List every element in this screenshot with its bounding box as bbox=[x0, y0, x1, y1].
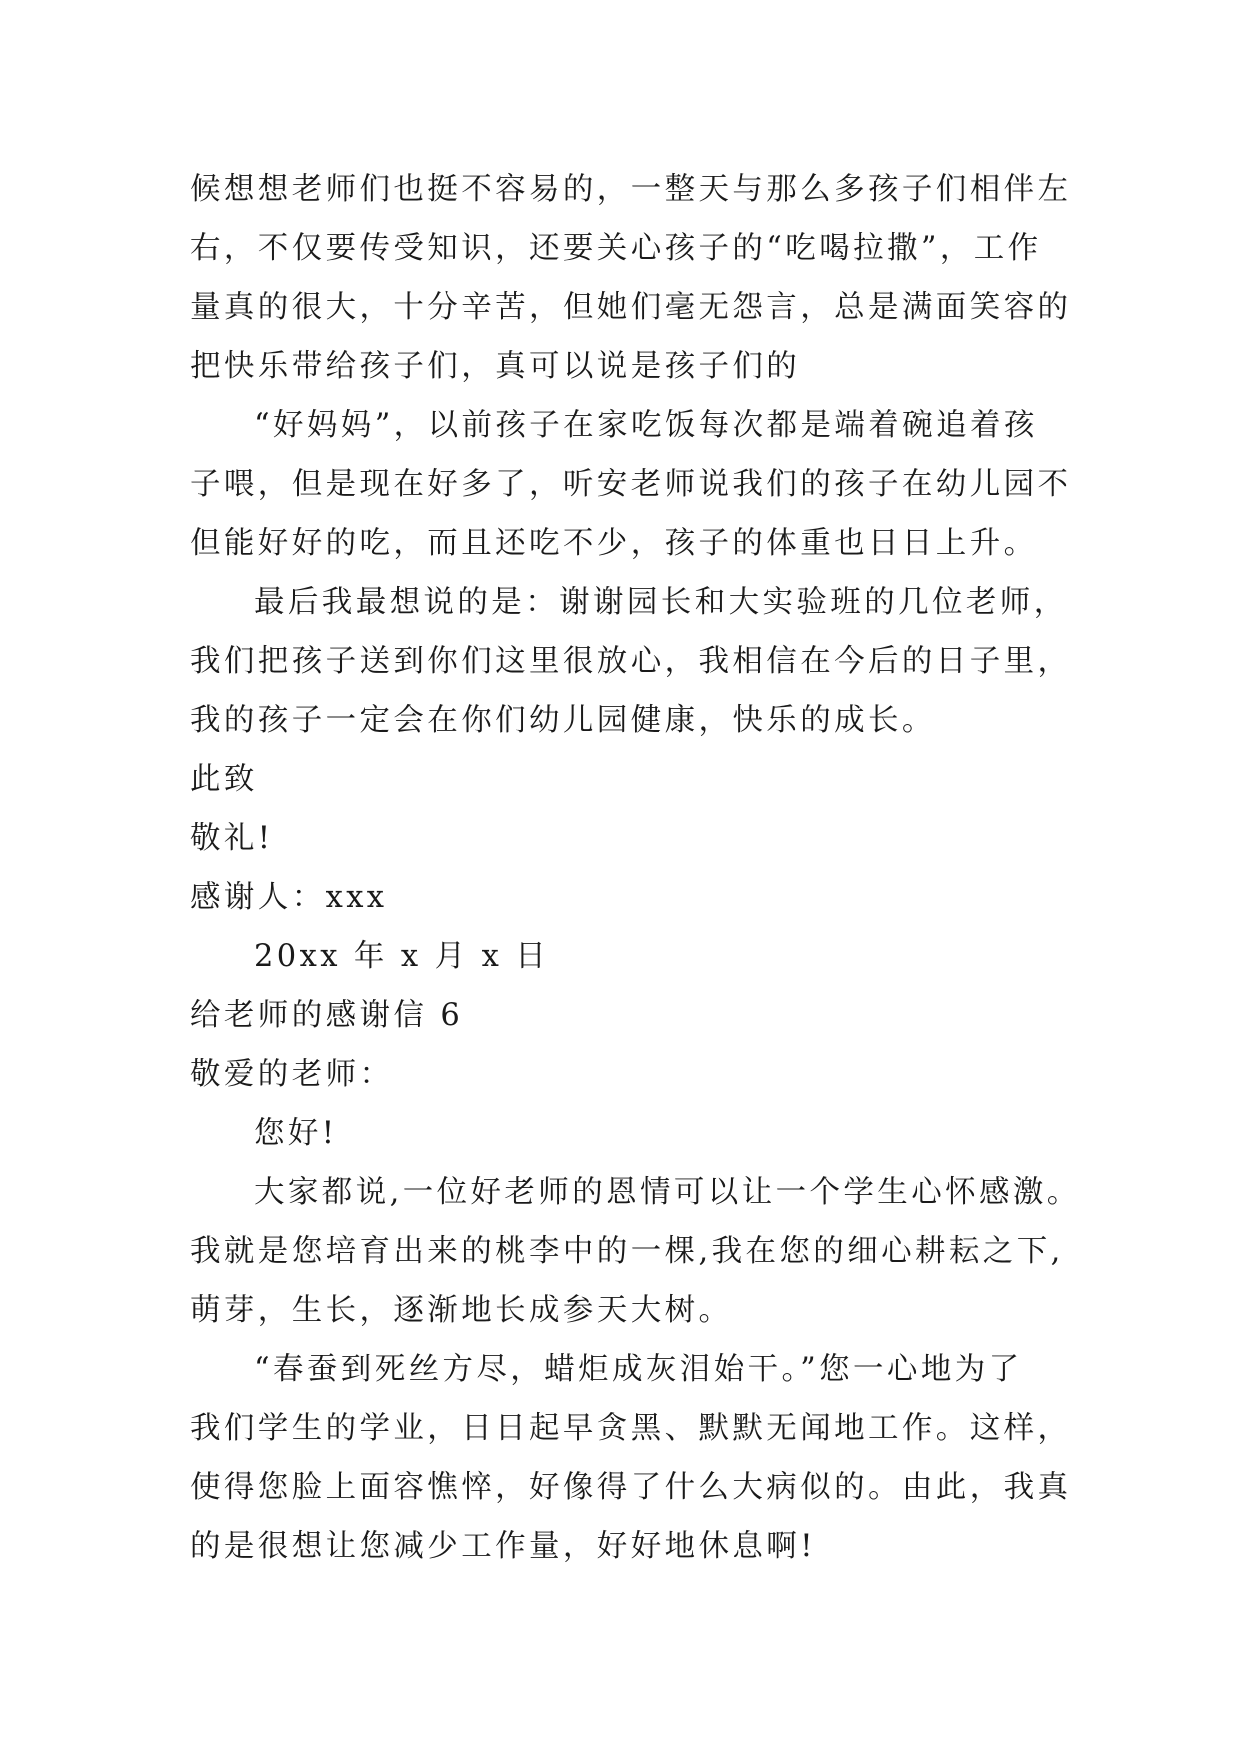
text-line: 最后我最想说的是：谢谢园长和大实验班的几位老师， bbox=[254, 585, 1068, 620]
text-line: 量真的很大，十分辛苦，但她们毫无怨言，总是满面笑容的 bbox=[190, 290, 1072, 325]
text-line: “好妈妈”，以前孩子在家吃饭每次都是端着碗追着孩 bbox=[254, 408, 1038, 443]
date-line: 20xx 年 x 月 x 日 bbox=[254, 939, 550, 974]
signature: 感谢人：xxx bbox=[190, 880, 388, 915]
text-line: 我们把孩子送到你们这里很放心，我相信在今后的日子里， bbox=[190, 644, 1072, 679]
text-line: 子喂，但是现在好多了，听安老师说我们的孩子在幼儿园不 bbox=[190, 467, 1072, 502]
text-line: 候想想老师们也挺不容易的，一整天与那么多孩子们相伴左 bbox=[190, 172, 1072, 207]
text-line: 大家都说,一位好老师的恩情可以让一个学生心怀感激。 bbox=[254, 1175, 1081, 1210]
text-line: 右，不仅要传受知识，还要关心孩子的“吃喝拉撒”，工作 bbox=[190, 231, 1042, 266]
text-line: “春蚕到死丝方尽，蜡炬成灰泪始干。”您一心地为了 bbox=[254, 1352, 1023, 1387]
text-line: 把快乐带给孩子们，真可以说是孩子们的 bbox=[190, 349, 801, 384]
closing-regards: 敬礼! bbox=[190, 821, 274, 856]
text-line: 的是很想让您减少工作量，好好地休息啊! bbox=[190, 1529, 816, 1564]
text-line: 我的孩子一定会在你们幼儿园健康，快乐的成长。 bbox=[190, 703, 936, 738]
closing-salutation: 此致 bbox=[190, 762, 258, 797]
greeting-hello: 您好! bbox=[254, 1116, 338, 1151]
text-line: 使得您脸上面容憔悴，好像得了什么大病似的。由此，我真 bbox=[190, 1470, 1072, 1505]
text-line: 萌芽，生长，逐渐地长成参天大树。 bbox=[190, 1293, 733, 1328]
text-line: 我就是您培育出来的桃李中的一棵,我在您的细心耕耘之下, bbox=[190, 1234, 1064, 1269]
text-line: 我们学生的学业，日日起早贪黑、默默无闻地工作。这样， bbox=[190, 1411, 1072, 1446]
greeting: 敬爱的老师： bbox=[190, 1057, 394, 1092]
text-line: 但能好好的吃，而且还吃不少，孩子的体重也日日上升。 bbox=[190, 526, 1038, 561]
section-title: 给老师的感谢信 6 bbox=[190, 998, 464, 1033]
document-page bbox=[190, 160, 1081, 1576]
